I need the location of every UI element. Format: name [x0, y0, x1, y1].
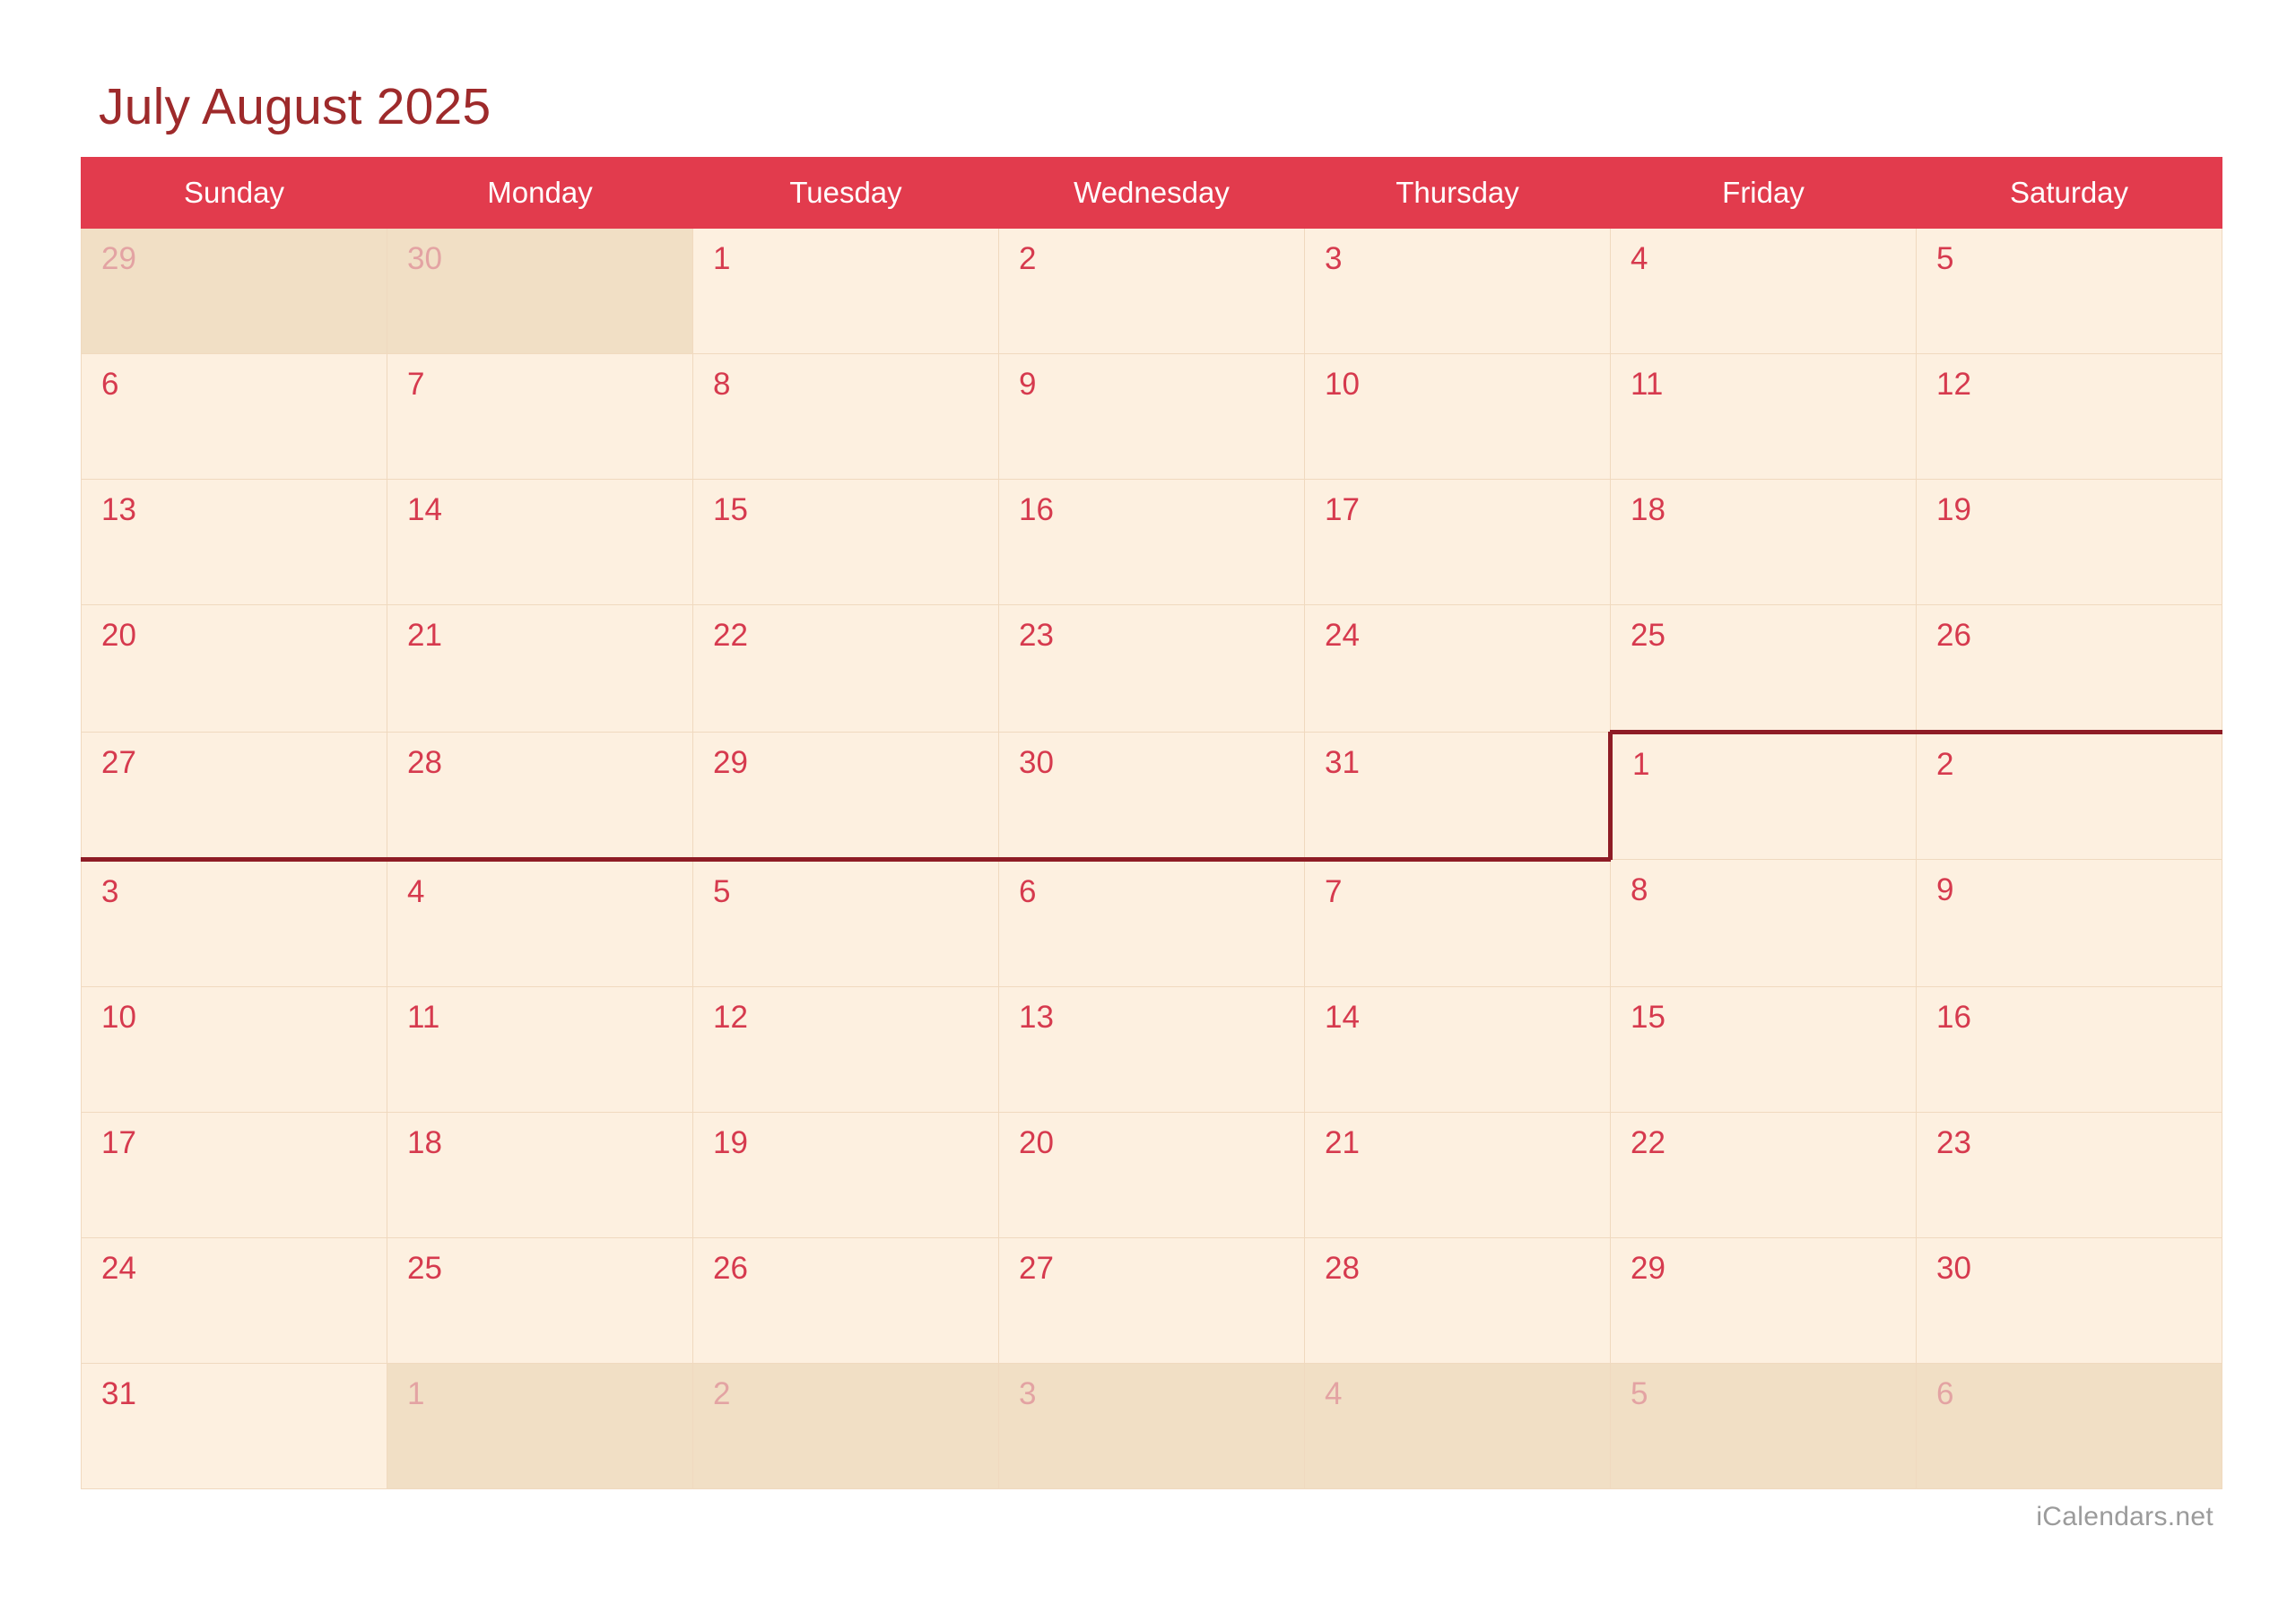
day-number: 10: [1325, 366, 1360, 402]
day-cell[interactable]: [82, 732, 387, 859]
day-number: 30: [407, 240, 442, 276]
day-cell[interactable]: [387, 986, 693, 1112]
day-number: 1: [407, 1375, 425, 1411]
day-cell[interactable]: [82, 859, 387, 986]
day-number: 3: [1019, 1375, 1037, 1411]
calendar-week-row: [82, 1237, 2222, 1363]
day-cell[interactable]: [1305, 228, 1611, 353]
day-number: 23: [1936, 1124, 1971, 1160]
day-number: 24: [101, 1250, 136, 1286]
day-number: 6: [101, 366, 119, 402]
day-number: 5: [1631, 1375, 1648, 1411]
day-cell[interactable]: [999, 986, 1305, 1112]
day-cell[interactable]: [387, 1112, 693, 1237]
day-cell[interactable]: [1611, 604, 1917, 732]
day-cell[interactable]: [999, 604, 1305, 732]
page-title: July August 2025: [99, 78, 491, 135]
day-number: 25: [1631, 617, 1665, 653]
day-cell[interactable]: [693, 479, 999, 604]
day-number: 21: [407, 617, 442, 653]
day-number: 12: [1936, 366, 1971, 402]
day-cell[interactable]: [999, 859, 1305, 986]
day-number: 10: [101, 999, 136, 1035]
day-cell[interactable]: [693, 859, 999, 986]
day-cell[interactable]: [1305, 479, 1611, 604]
day-number: 24: [1325, 617, 1360, 653]
day-cell[interactable]: [82, 1363, 387, 1488]
day-cell[interactable]: [693, 986, 999, 1112]
calendar-header: [82, 157, 2222, 228]
day-number: 29: [101, 240, 136, 276]
day-cell[interactable]: [693, 1237, 999, 1363]
day-cell[interactable]: [1917, 604, 2222, 732]
day-cell[interactable]: [999, 353, 1305, 479]
day-cell[interactable]: [82, 1237, 387, 1363]
day-number: 15: [1631, 999, 1665, 1035]
day-cell[interactable]: [82, 479, 387, 604]
day-cell[interactable]: [1305, 1112, 1611, 1237]
day-cell[interactable]: [1611, 859, 1917, 986]
day-cell[interactable]: [82, 228, 387, 353]
day-cell[interactable]: [387, 479, 693, 604]
day-number: 22: [1631, 1124, 1665, 1160]
calendar-week-row: [82, 732, 2222, 859]
day-cell[interactable]: [1917, 1363, 2222, 1488]
day-cell[interactable]: [387, 859, 693, 986]
day-cell[interactable]: [1917, 1237, 2222, 1363]
day-cell[interactable]: [1305, 1237, 1611, 1363]
weekday-header-monday: Monday: [387, 157, 693, 228]
day-cell[interactable]: [1611, 228, 1917, 353]
calendar-week-row: [82, 986, 2222, 1112]
day-cell[interactable]: [693, 1112, 999, 1237]
weekday-header-sunday: Sunday: [82, 157, 387, 228]
day-number: 19: [1936, 491, 1971, 527]
day-number: 22: [713, 617, 748, 653]
day-number: 2: [1019, 240, 1037, 276]
day-cell[interactable]: [999, 1363, 1305, 1488]
day-number: 27: [101, 744, 136, 780]
day-cell[interactable]: [1917, 986, 2222, 1112]
day-number: 16: [1936, 999, 1971, 1035]
day-number: 2: [713, 1375, 731, 1411]
day-number: 31: [101, 1375, 136, 1411]
footer-attribution: iCalendars.net: [2036, 1502, 2213, 1531]
day-number: 19: [713, 1124, 748, 1160]
day-number: 17: [1325, 491, 1360, 527]
day-cell[interactable]: [1611, 986, 1917, 1112]
day-number: 12: [713, 999, 748, 1035]
day-cell[interactable]: [999, 228, 1305, 353]
weekday-header-tuesday: Tuesday: [693, 157, 999, 228]
day-cell[interactable]: [693, 732, 999, 859]
day-number: 2: [1936, 746, 1954, 782]
day-number: 14: [407, 491, 442, 527]
day-cell[interactable]: [1917, 732, 2222, 859]
weekday-header-row: [82, 157, 2222, 228]
day-number: 3: [1325, 240, 1343, 276]
day-cell[interactable]: [693, 353, 999, 479]
day-cell[interactable]: [693, 228, 999, 353]
day-cell[interactable]: [1305, 986, 1611, 1112]
day-cell[interactable]: [999, 479, 1305, 604]
day-number: 5: [713, 873, 731, 909]
day-number: 9: [1936, 872, 1954, 907]
day-number: 26: [713, 1250, 748, 1286]
day-number: 18: [1631, 491, 1665, 527]
weekday-header-friday: Friday: [1611, 157, 1917, 228]
day-number: 3: [101, 873, 119, 909]
day-number: 7: [407, 366, 425, 402]
day-number: 18: [407, 1124, 442, 1160]
day-number: 8: [713, 366, 731, 402]
day-number: 11: [407, 999, 440, 1035]
day-number: 31: [1325, 744, 1360, 780]
day-number: 16: [1019, 491, 1054, 527]
day-number: 30: [1936, 1250, 1971, 1286]
day-number: 30: [1019, 744, 1054, 780]
day-cell[interactable]: [1611, 1112, 1917, 1237]
day-cell[interactable]: [387, 1363, 693, 1488]
calendar-grid: [81, 157, 2222, 1489]
day-cell[interactable]: [1305, 604, 1611, 732]
day-number: 29: [1631, 1250, 1665, 1286]
day-cell[interactable]: [387, 353, 693, 479]
day-number: 21: [1325, 1124, 1360, 1160]
day-number: 20: [1019, 1124, 1054, 1160]
weekday-header-wednesday: Wednesday: [999, 157, 1305, 228]
day-number: 7: [1325, 873, 1343, 909]
day-cell[interactable]: [1917, 859, 2222, 986]
day-cell[interactable]: [693, 1363, 999, 1488]
day-number: 5: [1936, 240, 1954, 276]
day-cell[interactable]: [387, 732, 693, 859]
day-cell[interactable]: [1917, 1112, 2222, 1237]
day-number: 11: [1631, 366, 1664, 402]
day-number: 1: [713, 240, 731, 276]
day-number: 20: [101, 617, 136, 653]
day-number: 9: [1019, 366, 1037, 402]
day-cell[interactable]: [82, 353, 387, 479]
day-cell[interactable]: [82, 986, 387, 1112]
day-number: 6: [1936, 1375, 1954, 1411]
day-cell[interactable]: [1917, 479, 2222, 604]
day-cell[interactable]: [1611, 732, 1917, 859]
calendar-week-row: [82, 1363, 2222, 1488]
calendar-week-row: [82, 479, 2222, 604]
day-number: 4: [407, 873, 425, 909]
weekday-header-saturday: Saturday: [1917, 157, 2222, 228]
day-cell[interactable]: [1305, 353, 1611, 479]
day-cell[interactable]: [82, 1112, 387, 1237]
calendar-week-row: [82, 859, 2222, 986]
day-cell[interactable]: [999, 732, 1305, 859]
day-number: 28: [1325, 1250, 1360, 1286]
day-number: 4: [1325, 1375, 1343, 1411]
day-cell[interactable]: [999, 1112, 1305, 1237]
day-cell[interactable]: [1305, 732, 1611, 859]
day-cell[interactable]: [1305, 859, 1611, 986]
day-cell[interactable]: [1917, 353, 2222, 479]
calendar-week-row: [82, 353, 2222, 479]
day-cell[interactable]: [1611, 479, 1917, 604]
day-number: 26: [1936, 617, 1971, 653]
day-cell[interactable]: [387, 1237, 693, 1363]
day-number: 8: [1631, 872, 1648, 907]
day-number: 25: [407, 1250, 442, 1286]
day-number: 14: [1325, 999, 1360, 1035]
weekday-header-thursday: Thursday: [1305, 157, 1611, 228]
day-number: 4: [1631, 240, 1648, 276]
day-number: 15: [713, 491, 748, 527]
day-cell[interactable]: [387, 604, 693, 732]
day-cell[interactable]: [999, 1237, 1305, 1363]
day-cell[interactable]: [693, 604, 999, 732]
calendar-week-row: [82, 604, 2222, 732]
day-number: 6: [1019, 873, 1037, 909]
day-number: 29: [713, 744, 748, 780]
day-number: 27: [1019, 1250, 1054, 1286]
calendar-week-row: [82, 228, 2222, 353]
day-cell[interactable]: [1917, 228, 2222, 353]
day-number: 23: [1019, 617, 1054, 653]
day-number: 13: [1019, 999, 1054, 1035]
day-number: 17: [101, 1124, 136, 1160]
day-cell[interactable]: [1305, 1363, 1611, 1488]
day-cell[interactable]: [1611, 353, 1917, 479]
day-cell[interactable]: [82, 604, 387, 732]
calendar-body: [82, 228, 2222, 1488]
day-cell[interactable]: [1611, 1363, 1917, 1488]
day-cell[interactable]: [387, 228, 693, 353]
day-number: 13: [101, 491, 136, 527]
calendar-week-row: [82, 1112, 2222, 1237]
day-number: 1: [1632, 746, 1650, 782]
day-cell[interactable]: [1611, 1237, 1917, 1363]
day-number: 28: [407, 744, 442, 780]
